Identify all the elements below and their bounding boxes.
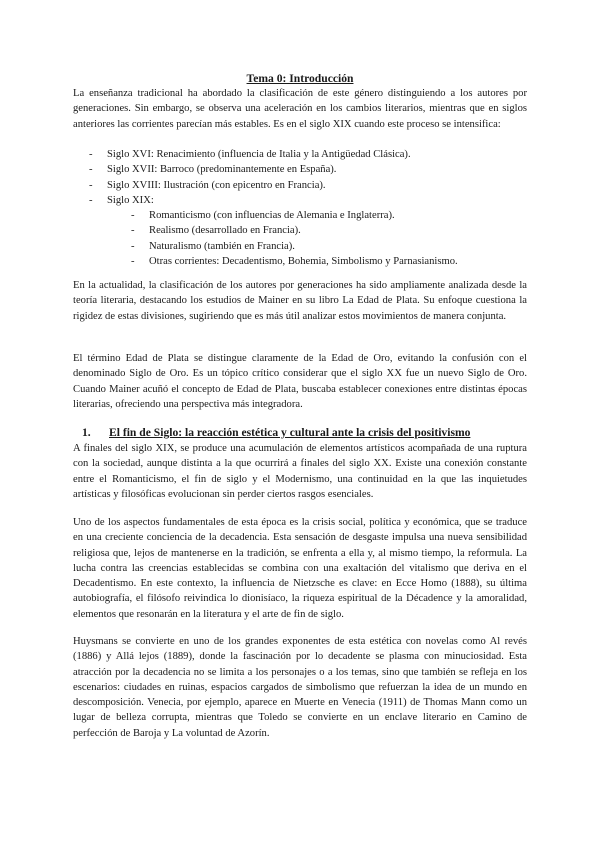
paragraph-edad-de-plata: El término Edad de Plata se distingue claramente de la Edad de Oro, evitando la confusión con el denominado Siglo de Oro. Es un tópico crítico considerar que el siglo XX fue un nuevo Siglo de Oro. Cuando Mainer acuñó el concepto de Edad de Plata, buscaba establecer conexiones entre distintas épocas literarias, ofreciendo una perspectiva más integradora. — [73, 353, 527, 410]
list-item: - Otras corrientes: Decadentismo, Bohemia, Simbolismo y Parnasianismo. — [131, 256, 458, 268]
list-item: - Naturalismo (también en Francia). — [131, 240, 295, 252]
list-item: - Realismo (desarrollado en Francia). — [131, 225, 301, 237]
list-item: - Siglo XVII: Barroco (predominantemente en España). — [89, 164, 337, 176]
paragraph-crisis: Uno de los aspectos fundamentales de esta época es la crisis social, política y económica, que se traduce en una creciente conciencia de la decadencia. Esta sensación de desgaste impulsa una nueva sensibilidad religiosa que, lejos de mantenerse en la tradición, se enfrenta a ella y, al mismo tiempo, la reformula. La lucha contra las creencias establecidas se combina con una exaltación del vitalismo que deriva en el Decadentismo. En este contexto, la influencia de Nietzsche es clave: en Ecce Homo (1888), su última autobiografía, el filósofo reivindica lo dionisíaco, la riqueza espiritual de la Décadence y la amoralidad, elementos que resonarán en la literatura y el arte de fin de siglo. — [73, 517, 527, 620]
document-title: Tema 0: Introducción — [246, 72, 354, 85]
section-number: 1. — [82, 426, 91, 439]
list-item: - Siglo XVI: Renacimiento (influencia de Italia y la Antigüedad Clásica). — [89, 149, 411, 160]
list-item: - Siglo XIX: — [89, 194, 154, 206]
paragraph-fin-de-siglo: A finales del siglo XIX, se produce una acumulación de elementos artísticos acompañada de una ruptura con la sociedad, aunque distinta a la que ocurrirá a finales del siglo XX. Existe una conexión constante entre el Romanticismo, el fin de siglo y el Modernismo, una continuidad en la que las inquietudes artísticas y filosóficas evolucionan sin perder ciertos rasgos esenciales. — [73, 443, 527, 500]
centuries-list — [89, 147, 529, 269]
list-item: - Siglo XVIII: Ilustración (con epicentro en Francia). — [89, 179, 326, 191]
intro-paragraph: La enseñanza tradicional ha abordado la clasificación de este género distinguiendo a los autores por generaciones. Sin embargo, se observa una aceleración en los cambios literarios, mientras que en siglos anteriores las corrientes parecían más estables. Es en el siglo XIX cuando este proceso se intensifica: — [73, 88, 527, 130]
xix-sublist — [89, 208, 529, 269]
paragraph-huysmans: Huysmans se convierte en uno de los grandes exponentes de esta estética con novelas como Al revés (1886) y Allá lejos (1889), donde la fascinación por lo decadente se plasma con minuciosidad. Esta atracción por la decadencia no se limita a los personajes o a los temas, sino que también se refleja en los escenarios: ciudades en ruinas, espacios cargados de simbolismo que refuerzan la idea de un mundo en descomposición. Venecia, por ejemplo, aparece en Muerte en Venecia (1911) de Thomas Mann como un lugar de belleza corrupta, mientras que Toledo se convierte en un enclave literario en Camino de perfección de Baroja y La voluntad de Azorín. — [73, 636, 527, 739]
section-heading — [82, 425, 532, 440]
section-title: El fin de Siglo: la reacción estética y cultural ante la crisis del positivismo — [109, 426, 471, 439]
list-item: - Romanticismo (con influencias de Alemania e Inglaterra). — [131, 210, 395, 222]
paragraph-generaciones: En la actualidad, la clasificación de los autores por generaciones ha sido ampliamente analizada desde la teoría literaria, destacando los estudios de Mainer en su libro La Edad de Plata. Su enfoque cuestiona la rigidez de estas divisiones, sugiriendo que es más útil analizar estos movimientos de manera conjunta. — [73, 280, 527, 322]
